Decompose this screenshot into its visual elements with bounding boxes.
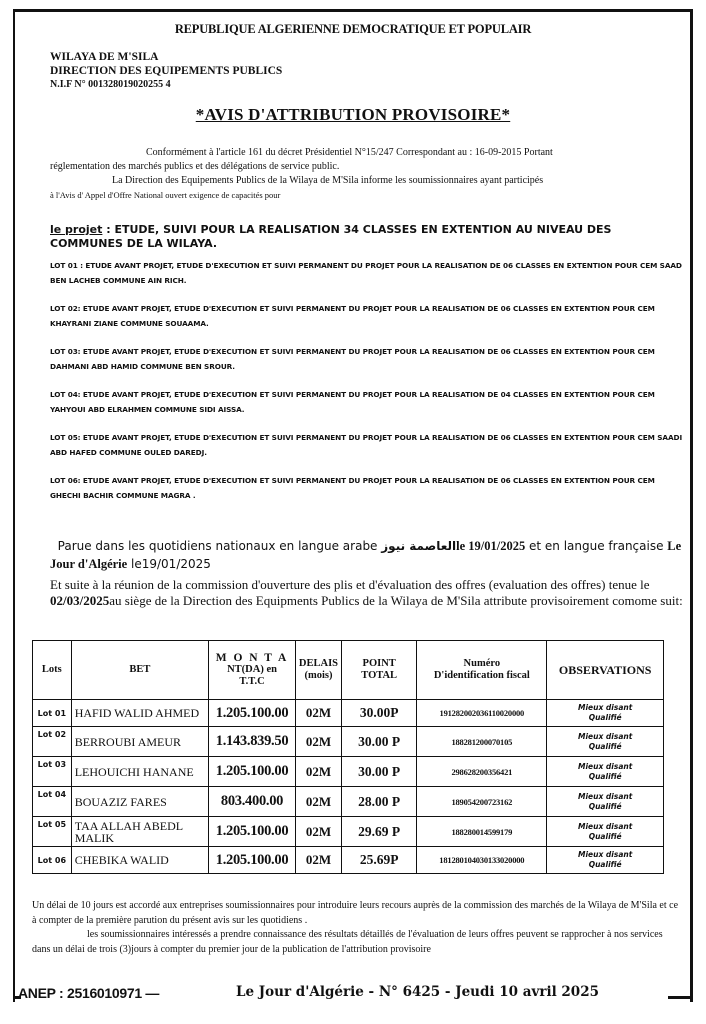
legal-reference-paragraph bbox=[50, 146, 686, 174]
cell-montant: 1.205.100.00 bbox=[209, 817, 296, 847]
observation-line: Qualifié bbox=[588, 771, 622, 781]
cell-nif: 191282002036110020000 bbox=[417, 700, 547, 727]
project-label: le projet bbox=[50, 223, 103, 236]
cell-montant: 1.205.100.00 bbox=[209, 847, 296, 874]
arabic-newspaper-name: العاصمة نيوز bbox=[381, 539, 457, 553]
project-text: : ETUDE, SUIVI POUR LA REALISATION 34 CLASSES EN EXTENTION AU NIVEAU DES COMMUNES DE LA WILAYA. bbox=[50, 223, 612, 250]
table-row bbox=[33, 787, 664, 817]
lot-description: LOT 02: ETUDE AVANT PROJET, ETUDE D'EXECUTION ET SUIVI PERMANENT DU PROJET POUR LA REALISATION DE 06 CLASSES EN EXTENTION POUR CEM KHAYRANI ZIANE COMMUNE SOUAAMA. bbox=[50, 304, 655, 328]
cell-nif: 188280014599179 bbox=[417, 817, 547, 847]
cell-nif: 188281200070105 bbox=[417, 727, 547, 757]
cell-point: 30.00 P bbox=[342, 757, 417, 787]
header-montant-line: NT(DA) en bbox=[227, 664, 277, 675]
observation-line: Qualifié bbox=[588, 831, 622, 841]
cell-delais: 02M bbox=[295, 817, 341, 847]
publication-text: Parue dans les quotidiens nationaux en langue arabe bbox=[57, 539, 382, 553]
cell-montant: 803.400.00 bbox=[209, 787, 296, 817]
anep-reference: ANEP : 2516010971 — bbox=[18, 985, 160, 1001]
lot-description: LOT 03: ETUDE AVANT PROJET, ETUDE D'EXECUTION ET SUIVI PERMANENT DU PROJET POUR LA REALISATION DE 06 CLASSES EN EXTENTION POUR CEM DAHMANI ABD HAMID COMMUNE BEN SROUR. bbox=[50, 347, 655, 371]
cell-point: 25.69P bbox=[342, 847, 417, 874]
indent-spacer bbox=[32, 929, 87, 940]
cell-observation bbox=[547, 757, 664, 787]
cell-observation bbox=[547, 787, 664, 817]
cell-observation bbox=[547, 700, 664, 727]
cell-point: 30.00P bbox=[342, 700, 417, 727]
header-point-line: TOTAL bbox=[361, 670, 398, 681]
cell-observation bbox=[547, 817, 664, 847]
project-description bbox=[50, 223, 686, 251]
cell-observation bbox=[547, 727, 664, 757]
wilaya-line: WILAYA DE M'SILA bbox=[50, 51, 159, 63]
cell-bet: BOUAZIZ FARES bbox=[71, 787, 208, 817]
publication-text: et en langue française bbox=[525, 539, 668, 553]
cell-bet: TAA ALLAH ABEDL MALIK bbox=[71, 817, 208, 847]
observation-line: Mieux disant bbox=[578, 731, 633, 741]
information-line-1: La Direction des Equipements Publics de la Wilaya de M'Sila informe les soumissionnaires ayant participés bbox=[112, 175, 544, 186]
arabic-publication-date: le 19/01/2025 bbox=[456, 539, 526, 553]
frame-corner-right bbox=[668, 996, 690, 999]
header-point-line: POINT bbox=[362, 658, 396, 669]
table-row bbox=[33, 817, 664, 847]
cell-observation bbox=[547, 847, 664, 874]
header-observations: OBSERVATIONS bbox=[547, 641, 664, 700]
closing-paragraphs bbox=[32, 899, 682, 957]
cell-lot: Lot 01 bbox=[33, 700, 72, 727]
cell-lot: Lot 06 bbox=[33, 847, 72, 874]
publication-paragraph bbox=[50, 537, 686, 573]
table-row bbox=[33, 847, 664, 874]
observation-line: Mieux disant bbox=[578, 761, 633, 771]
recours-paragraph: Un délai de 10 jours est accordé aux entreprises soumissionnaires pour introduire leurs recours auprès de la commission des marchés de la Wilaya de M'Sila et ce à compter de la première parution du présent avis sur les quotidiens . bbox=[32, 900, 679, 926]
header-montant-line: T.T.C bbox=[239, 676, 265, 687]
header-nif-line: D'identification fiscal bbox=[433, 670, 530, 681]
cell-nif: 189054200723162 bbox=[417, 787, 547, 817]
evaluation-paragraph bbox=[50, 577, 686, 609]
french-publication-date: le19/01/2025 bbox=[127, 557, 211, 571]
republique-heading: REPUBLIQUE ALGERIENNE DEMOCRATIQUE ET POPULAIR bbox=[174, 22, 532, 36]
notice-title: *AVIS D'ATTRIBUTION PROVISOIRE* bbox=[195, 105, 511, 124]
observation-line: Mieux disant bbox=[578, 703, 633, 712]
cell-bet: BERROUBI AMEUR bbox=[71, 727, 208, 757]
cell-delais: 02M bbox=[295, 787, 341, 817]
cell-point: 30.00 P bbox=[342, 727, 417, 757]
header-delais-line: DELAIS bbox=[298, 658, 339, 669]
cell-point: 28.00 P bbox=[342, 787, 417, 817]
cell-montant: 1.205.100.00 bbox=[209, 700, 296, 727]
cell-delais: 02M bbox=[295, 727, 341, 757]
information-line-2: à l'Avis d' Appel d'Offre National ouvert exigence de capacités pour bbox=[50, 190, 281, 200]
evaluation-text: au siège de la Direction des Equipments Publics de la Wilaya de M'Sila attribute provisoirement comome suit: bbox=[109, 593, 683, 608]
results-consultation-paragraph bbox=[32, 928, 682, 957]
lot-description: LOT 04: ETUDE AVANT PROJET, ETUDE D'EXECUTION ET SUIVI PERMANENT DU PROJET POUR LA REALISATION DE 04 CLASSES EN EXTENTION POUR CEM YAHYOUI ABD ELRAHMEN COMMUNE SIDI AISSA. bbox=[50, 390, 655, 414]
legal-reference-line-2: réglementation des marchés publics et des délégations de service public. bbox=[50, 161, 340, 172]
header-point-total bbox=[342, 641, 417, 700]
results-consultation-text: les soumissionnaires intéressés a prendre connaissance des résultats détaillés de l'évaluation de leurs offres peuvent se rapprocher à nos services dans un délai de trois (3)jours à compter du premier jour de la publication de l'attribution provisoire bbox=[32, 929, 663, 955]
header-nif-line: Numéro bbox=[463, 658, 501, 669]
observation-line: Mieux disant bbox=[578, 791, 633, 801]
cell-delais: 02M bbox=[295, 847, 341, 874]
cell-nif: 181280104030133020000 bbox=[417, 847, 547, 874]
header-montant-line: M O N T A bbox=[215, 652, 289, 664]
table-header-row bbox=[33, 641, 664, 700]
information-paragraph bbox=[50, 174, 686, 202]
cell-bet: HAFID WALID AHMED bbox=[71, 700, 208, 727]
observation-line: Qualifié bbox=[588, 860, 622, 869]
observation-line: Mieux disant bbox=[578, 821, 633, 831]
cell-point: 29.69 P bbox=[342, 817, 417, 847]
lot-description: LOT 06: ETUDE AVANT PROJET, ETUDE D'EXECUTION ET SUIVI PERMANENT DU PROJET POUR LA REALISATION DE 06 CLASSES EN EXTENTION POUR CEM GHECHI BACHIR COMMUNE MAGRA . bbox=[50, 476, 655, 500]
cell-lot: Lot 03 bbox=[33, 757, 72, 787]
cell-bet: CHEBIKA WALID bbox=[71, 847, 208, 874]
header-bet: BET bbox=[71, 641, 208, 700]
cell-lot: Lot 02 bbox=[33, 727, 72, 757]
observation-line: Qualifié bbox=[588, 713, 622, 722]
lot-description: LOT 01 : ETUDE AVANT PROJET, ETUDE D'EXECUTION ET SUIVI PERMANENT DU PROJET POUR LA REALISATION DE 06 CLASSES EN EXTENTION POUR CEM SAAD BEN LACHEB COMMUNE AIN RICH. bbox=[50, 261, 682, 285]
observation-line: Mieux disant bbox=[578, 850, 633, 859]
table-row bbox=[33, 757, 664, 787]
issuer-block bbox=[50, 50, 282, 92]
header-delais bbox=[295, 641, 341, 700]
newspaper-footer: Le Jour d'Algérie - N° 6425 - Jeudi 10 avril 2025 bbox=[236, 984, 599, 1000]
header-delais-line: (mois) bbox=[304, 670, 333, 681]
lot-description: LOT 05: ETUDE AVANT PROJET, ETUDE D'EXECUTION ET SUIVI PERMANENT DU PROJET POUR LA REALISATION DE 06 CLASSES EN EXTENTION POUR CEM SAADI ABD HAFED COMMUNE OULED DAREDJ. bbox=[50, 433, 683, 457]
cell-lot: Lot 04 bbox=[33, 787, 72, 817]
table-row bbox=[33, 700, 664, 727]
evaluation-text: Et suite à la réunion de la commission d'ouverture des plis et d'évaluation des offres (evaluation des offres) tenue le bbox=[50, 577, 650, 592]
nif-line: N.I.F N° 001328019020255 4 bbox=[50, 79, 171, 90]
observation-line: Qualifié bbox=[588, 741, 622, 751]
cell-montant: 1.143.839.50 bbox=[209, 727, 296, 757]
attribution-table bbox=[32, 640, 664, 874]
direction-line: DIRECTION DES EQUIPEMENTS PUBLICS bbox=[50, 65, 283, 77]
cell-delais: 02M bbox=[295, 757, 341, 787]
observation-line: Qualifié bbox=[588, 801, 622, 811]
evaluation-date: 02/03/2025 bbox=[50, 593, 110, 608]
legal-reference-line-1: Conformément à l'article 161 du décret Présidentiel N°15/247 Correspondant au : 16-09-2015 Portant bbox=[146, 147, 553, 158]
cell-nif: 298628200356421 bbox=[417, 757, 547, 787]
header-montant bbox=[209, 641, 296, 700]
french-newspaper-name: Le Jour d'Algérie bbox=[50, 539, 682, 571]
header-nif bbox=[417, 641, 547, 700]
table-row bbox=[33, 727, 664, 757]
cell-bet: LEHOUICHI HANANE bbox=[71, 757, 208, 787]
cell-delais: 02M bbox=[295, 700, 341, 727]
cell-lot: Lot 05 bbox=[33, 817, 72, 847]
cell-montant: 1.205.100.00 bbox=[209, 757, 296, 787]
header-lots: Lots bbox=[33, 641, 72, 700]
